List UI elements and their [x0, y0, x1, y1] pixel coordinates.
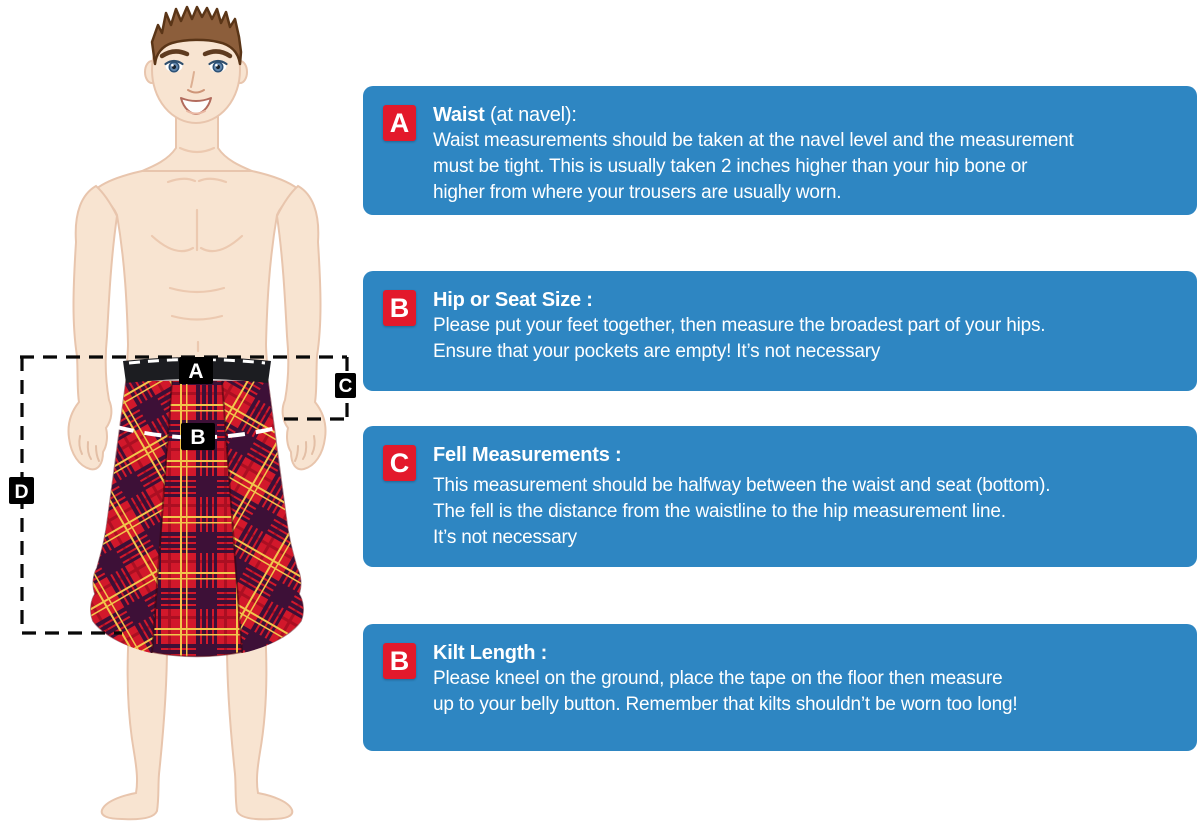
card-line: This measurement should be halfway between the waist and seat (bottom).	[433, 475, 1051, 496]
head	[145, 7, 247, 123]
kilt-measurement-figure	[0, 0, 365, 832]
kilt	[91, 357, 303, 657]
badge-a: A	[383, 105, 416, 141]
card-line: Waist measurements should be taken at the navel level and the measurement	[433, 130, 1074, 151]
marker-c	[335, 373, 356, 398]
marker-a-label: A	[188, 360, 204, 383]
man-in-kilt-illustration	[0, 0, 365, 832]
card-title-bold: Kilt Length :	[433, 642, 548, 664]
card-title-bold: Hip or Seat Size :	[433, 289, 593, 311]
card-title-rest: (at navel):	[484, 104, 577, 126]
card-line: higher from where your trousers are usually worn.	[433, 182, 842, 203]
card-line: must be tight. This is usually taken 2 inches higher than your hip bone or	[433, 156, 1028, 177]
card-title-hip	[433, 287, 1181, 313]
card-title-bold: Waist	[433, 104, 485, 126]
marker-d-label: D	[14, 481, 29, 503]
card-line: Please kneel on the ground, place the tape on the floor then measure	[433, 668, 1003, 689]
card-body-waist	[433, 128, 1181, 206]
card-line: Please put your feet together, then measure the broadest part of your hips.	[433, 315, 1046, 336]
card-title-bold: Fell Measurements :	[433, 444, 622, 466]
card-line: The fell is the distance from the waistline to the hip measurement line.	[433, 501, 1006, 522]
info-card-hip	[363, 271, 1197, 391]
badge-b2: B	[383, 643, 416, 679]
info-card-kilt-length	[363, 624, 1197, 751]
badge-b: B	[383, 290, 416, 326]
torso	[96, 171, 298, 366]
card-line: It’s not necessary	[433, 527, 577, 548]
info-card-waist	[363, 86, 1197, 215]
marker-d	[9, 477, 34, 504]
marker-a	[179, 357, 213, 384]
card-title-kilt-length	[433, 640, 1181, 666]
card-line: up to your belly button. Remember that kilts shouldn’t be worn too long!	[433, 694, 1018, 715]
card-title-waist	[433, 102, 1181, 128]
card-title-fell	[433, 442, 1181, 468]
card-body-kilt-length	[433, 666, 1181, 718]
badge-c: C	[383, 445, 416, 481]
info-card-fell	[363, 426, 1197, 567]
card-body-hip	[433, 313, 1181, 365]
marker-c-label: C	[338, 376, 353, 397]
marker-b-label: B	[190, 426, 206, 449]
card-body-fell	[433, 473, 1181, 551]
marker-b	[181, 423, 215, 450]
card-line: Ensure that your pockets are empty! It’s not necessary	[433, 341, 881, 362]
